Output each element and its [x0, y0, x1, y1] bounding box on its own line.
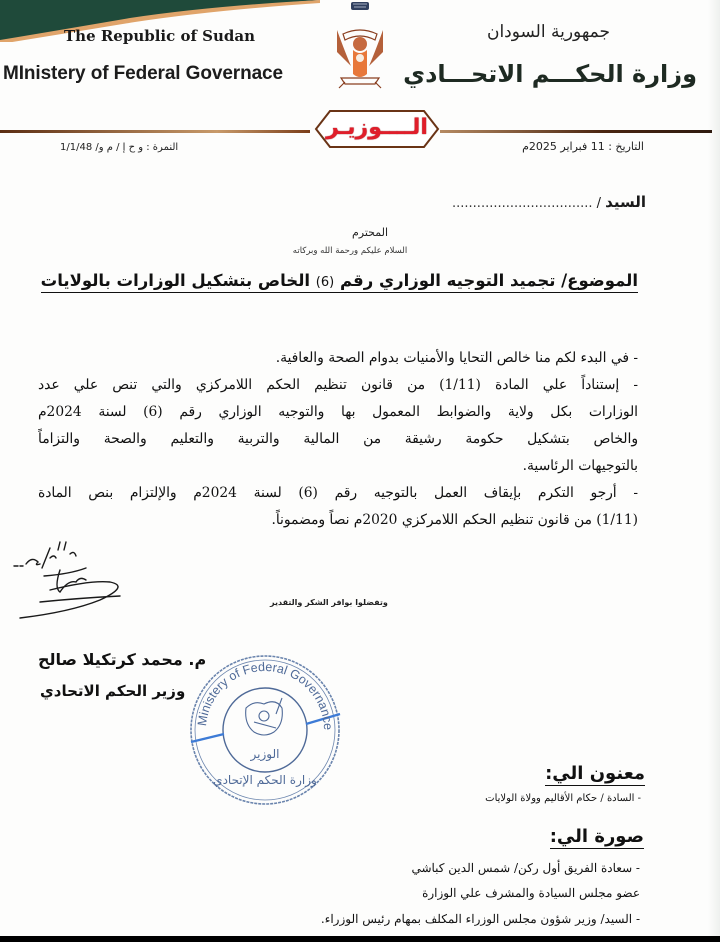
- greeting: السلام عليكم ورحمة الله وبركاته: [292, 246, 408, 256]
- cc-heading: صورة الي:: [549, 826, 644, 847]
- minister-badge-label: الــــوزيـر: [326, 115, 428, 140]
- addressee-separator: /: [592, 196, 606, 211]
- addressed-to-item: - السادة / حكام الأقاليم وولاة الولايات: [485, 793, 641, 804]
- republic-name-ar: جمهورية السودان: [486, 22, 610, 42]
- body-paragraph: [38, 480, 638, 534]
- header-rule-right: [440, 130, 712, 133]
- honorific: المحترم: [351, 226, 389, 239]
- body-paragraph: [38, 372, 638, 480]
- subject-suffix: الخاص بتشكيل الوزارات بالولايات: [40, 271, 316, 290]
- cc-item: - سعادة الفريق أول ركن/ شمس الدين كباشي: [411, 861, 640, 875]
- calligraphy-crest-icon: [349, 0, 371, 12]
- body-line: - أرجو التكرم بإيقاف العمل بالتوجيه رقم (6) لسنة 2024م والإلتزام بنص المادة: [38, 485, 638, 501]
- stamp-inner-text: الوزير: [250, 747, 280, 761]
- subject-number: (6): [315, 275, 335, 290]
- body-line: الوزارات بكل ولاية والضوابط المعمول بها والتوجيه الوزاري رقم (6) لسنة 2024م: [38, 404, 639, 420]
- letter-body: [38, 345, 638, 534]
- header-rule-left: [0, 130, 310, 133]
- cc-item: - السيد/ وزير شؤون مجلس الوزراء المكلف بمهام رئيس الوزراء.: [320, 912, 640, 926]
- republic-name-en: The Republic of Sudan: [64, 27, 256, 45]
- subject-prefix: الموضوع/ تجميد التوجيه الوزاري رقم: [334, 271, 638, 290]
- stamp-emblem-icon: [246, 698, 283, 735]
- cc-item: عضو مجلس السيادة والمشرف علي الوزارة: [422, 886, 640, 900]
- svg-text:Ministery of Federal Governanc: [195, 660, 335, 730]
- body-line: - في البدء لكم منا خالص التحايا والأمنيات بدوام الصحة والعافية.: [275, 350, 638, 366]
- stamp-outer-text-en: Ministery of Federal Governance: [195, 659, 336, 731]
- bottom-black-band: [0, 936, 720, 942]
- body-line: - إستناداً علي المادة (1/11) من قانون تنظيم الحكم اللامركزي والتي تنص علي عدد: [38, 377, 638, 393]
- addressee-blank: ..................................: [452, 196, 593, 211]
- body-line: (1/11) من قانون تنظيم الحكم اللامركزي 2020م نصاً ومضموناً.: [271, 512, 638, 528]
- page-edge-shadow: [708, 0, 720, 942]
- official-stamp: [184, 652, 346, 808]
- ministry-name-ar: وزارة الحكـــم الاتحـــادي: [403, 60, 697, 88]
- addressee-line: [452, 193, 646, 211]
- letter-date: التاريخ : 11 فبراير 2025م: [522, 140, 644, 153]
- body-line: والخاص بتشكيل حكومة رشيقة من المالية والتربية والتعليم والصحة والتزاماً: [38, 431, 638, 447]
- handwritten-signature: [10, 540, 150, 620]
- addressee-label: السيد: [605, 193, 646, 211]
- body-line: بالتوجيهات الرئاسية.: [522, 458, 638, 474]
- sudan-emblem-icon: [335, 22, 385, 94]
- closing-salutation: وتفضلوا بوافر الشكر والتقدير: [270, 598, 388, 607]
- stamp-outer-text-ar: وزارة الحكم الإتحادي: [213, 773, 317, 787]
- signer-title: وزير الحكم الاتحادي: [40, 682, 186, 700]
- subject-line: [41, 271, 638, 293]
- ministry-name-en: MInistery of Federal Governace: [3, 63, 283, 84]
- body-paragraph: [38, 345, 638, 372]
- reference-number: النمرة : و ح إ / م و/ 1/1/48: [60, 142, 179, 153]
- signer-name: م. محمد كرتكيلا صالح: [38, 650, 207, 669]
- addressed-to-heading: معنون الي:: [545, 763, 645, 784]
